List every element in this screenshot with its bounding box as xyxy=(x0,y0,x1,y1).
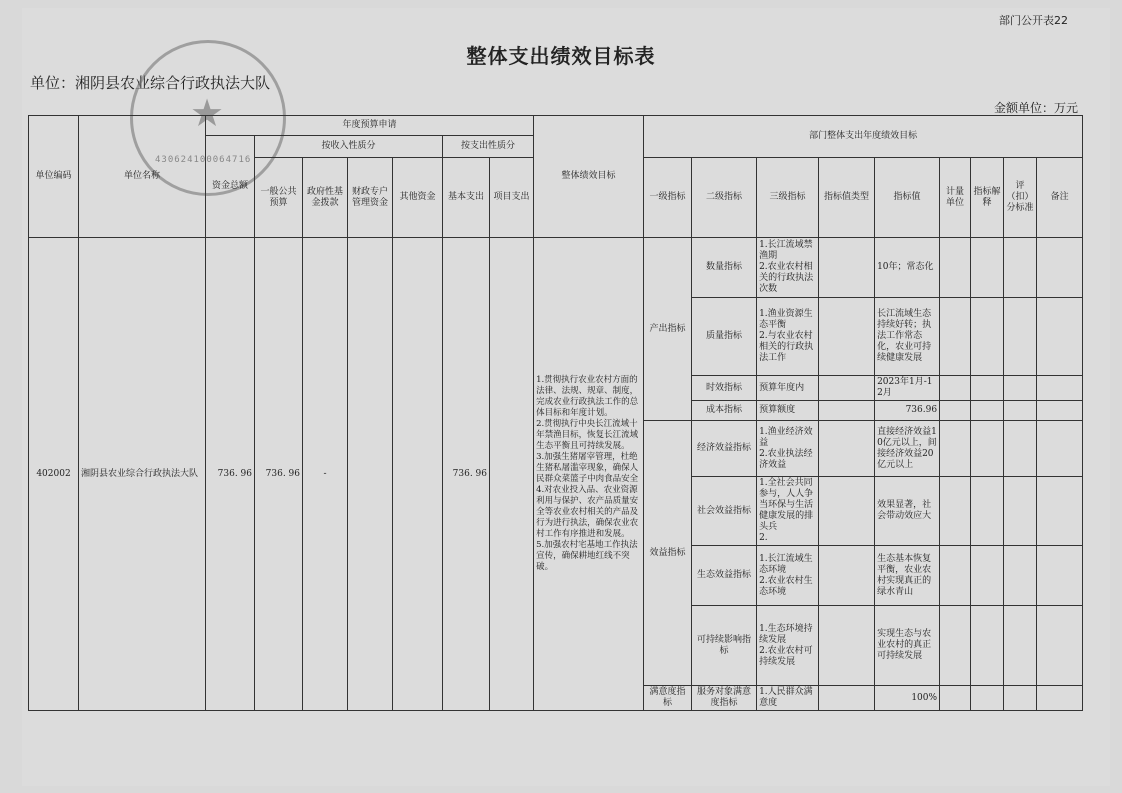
indicator-unit xyxy=(940,606,971,686)
indicator-level3: 预算年度内 xyxy=(757,376,819,401)
table-number-label: 部门公开表22 xyxy=(999,14,1068,27)
header-remark: 备注 xyxy=(1037,158,1083,238)
indicator-unit xyxy=(940,298,971,376)
indicator-level3: 1.人民群众满意度 xyxy=(757,686,819,711)
indicator-unit xyxy=(940,238,971,298)
indicator-value-type xyxy=(819,546,875,606)
header-basic-expense: 基本支出 xyxy=(443,158,490,238)
indicator-remark xyxy=(1037,376,1083,401)
header-overall-goal: 整体绩效目标 xyxy=(534,116,644,238)
header-unit-name: 单位名称 xyxy=(79,116,206,238)
indicator-value-type xyxy=(819,421,875,477)
indicator-level3: 1.长江流域生态环境 2.农业农村生态环境 xyxy=(757,546,819,606)
indicator-level3: 1.生态环境持续发展 2.农业农村可持续发展 xyxy=(757,606,819,686)
header-level2: 二级指标 xyxy=(692,158,757,238)
cell-basic-expense: 736. 96 xyxy=(443,238,490,711)
indicator-level2: 时效指标 xyxy=(692,376,757,401)
indicator-level2: 经济效益指标 xyxy=(692,421,757,477)
indicator-value: 直接经济效益10亿元以上，间接经济效益20亿元以上 xyxy=(875,421,940,477)
cell-unit-name: 湘阴县农业综合行政执法大队 xyxy=(79,238,206,711)
indicator-explanation xyxy=(971,376,1004,401)
indicator-value-type xyxy=(819,606,875,686)
indicator-remark xyxy=(1037,546,1083,606)
seal-star-icon: ★ xyxy=(190,91,225,135)
indicator-level1: 产出指标 xyxy=(644,238,692,421)
indicator-unit xyxy=(940,401,971,421)
indicator-value-type xyxy=(819,238,875,298)
header-dept-indicators: 部门整体支出年度绩效目标 xyxy=(644,116,1083,158)
indicator-explanation xyxy=(971,686,1004,711)
indicator-scoring xyxy=(1004,376,1037,401)
header-level1: 一级指标 xyxy=(644,158,692,238)
indicator-remark xyxy=(1037,401,1083,421)
header-project-expense: 项目支出 xyxy=(490,158,534,238)
header-other-fund: 其他资金 xyxy=(393,158,443,238)
indicator-explanation xyxy=(971,546,1004,606)
indicator-explanation xyxy=(971,298,1004,376)
indicator-level3: 1.渔业资源生态平衡 2.与农业农村相关的行政执法工作 xyxy=(757,298,819,376)
header-explanation: 指标解释 xyxy=(971,158,1004,238)
indicator-remark xyxy=(1037,477,1083,546)
header-total: 资金总额 xyxy=(206,136,255,238)
indicator-scoring xyxy=(1004,477,1037,546)
indicator-scoring xyxy=(1004,606,1037,686)
header-measure-unit: 计量单位 xyxy=(940,158,971,238)
indicator-level2: 成本指标 xyxy=(692,401,757,421)
indicator-level2: 生态效益指标 xyxy=(692,546,757,606)
indicator-level2: 服务对象满意度指标 xyxy=(692,686,757,711)
indicator-scoring xyxy=(1004,298,1037,376)
cell-other-fund xyxy=(393,238,443,711)
indicator-value: 效果显著，社会带动效应大 xyxy=(875,477,940,546)
indicator-level1: 满意度指标 xyxy=(644,686,692,711)
indicator-explanation xyxy=(971,606,1004,686)
header-scoring: 评（扣）分标准 xyxy=(1004,158,1037,238)
indicator-unit xyxy=(940,686,971,711)
indicator-value-type xyxy=(819,376,875,401)
seal-code: 430624100064716 xyxy=(155,155,252,165)
indicator-level2: 数量指标 xyxy=(692,238,757,298)
indicator-scoring xyxy=(1004,421,1037,477)
cell-general-budget: 736. 96 xyxy=(255,238,303,711)
indicator-value-type xyxy=(819,401,875,421)
header-by-expense: 按支出性质分 xyxy=(443,136,534,158)
indicator-unit xyxy=(940,477,971,546)
header-general-budget: 一般公共预算 xyxy=(255,158,303,238)
indicator-scoring xyxy=(1004,401,1037,421)
indicator-remark xyxy=(1037,606,1083,686)
indicator-scoring xyxy=(1004,238,1037,298)
indicator-value-type xyxy=(819,686,875,711)
indicator-explanation xyxy=(971,421,1004,477)
header-unit-code: 单位编码 xyxy=(29,116,79,238)
indicator-remark xyxy=(1037,421,1083,477)
header-fund-allocation: 政府性基金拨款 xyxy=(303,158,348,238)
indicator-remark xyxy=(1037,238,1083,298)
cell-fund-allocation: - xyxy=(303,238,348,711)
indicator-unit xyxy=(940,421,971,477)
header-special-fund: 财政专户管理资金 xyxy=(348,158,393,238)
cell-overall-goal: 1.贯彻执行农业农村方面的法律、法规、规章、制度，完成农业行政执法工作的总体目标和年度计划。 2.贯彻执行中央长江流域十年禁渔目标，恢复长江流域生态平衡且可持续发展。 3.加强生猪屠宰管理，杜绝生猪私屠滥宰现象，确保人民群众菜篮子中肉食品安全 4.对农业投入品、农业资源利用与保护、农产品质量安全等农业农村相关的产品及行为进行执法，确保农业农村工作有序推进和发展。 5.加强农村宅基地工作执法宣传，确保耕地红线不突破。 xyxy=(534,238,644,711)
indicator-level3: 预算额度 xyxy=(757,401,819,421)
indicator-value: 100% xyxy=(875,686,940,711)
indicator-value: 2023年1月-12月 xyxy=(875,376,940,401)
indicator-level3: 1.长江流域禁渔期 2.农业农村相关的行政执法次数 xyxy=(757,238,819,298)
amount-unit-label: 金额单位：万元 xyxy=(993,101,1078,115)
indicator-unit xyxy=(940,546,971,606)
indicator-scoring xyxy=(1004,546,1037,606)
indicator-value: 实现生态与农业农村的真正可持续发展 xyxy=(875,606,940,686)
cell-special-fund xyxy=(348,238,393,711)
indicator-value: 长江流域生态持续好转；执法工作常态化，农业可持续健康发展 xyxy=(875,298,940,376)
indicator-explanation xyxy=(971,238,1004,298)
header-annual-budget: 年度预算申请 xyxy=(206,116,534,136)
cell-unit-code: 402002 xyxy=(29,238,79,711)
indicator-remark xyxy=(1037,298,1083,376)
header-level3: 三级指标 xyxy=(757,158,819,238)
indicator-value-type xyxy=(819,298,875,376)
indicator-level2: 社会效益指标 xyxy=(692,477,757,546)
indicator-value-type xyxy=(819,477,875,546)
indicator-scoring xyxy=(1004,686,1037,711)
indicator-unit xyxy=(940,376,971,401)
header-value-type: 指标值类型 xyxy=(819,158,875,238)
page-title: 整体支出绩效目标表 xyxy=(466,44,656,68)
header-by-income: 按收入性质分 xyxy=(255,136,443,158)
cell-project-expense xyxy=(490,238,534,711)
indicator-value: 生态基本恢复平衡，农业农村实现真正的绿水青山 xyxy=(875,546,940,606)
performance-target-table xyxy=(28,115,1083,711)
indicator-explanation xyxy=(971,477,1004,546)
indicator-value: 10年；常态化 xyxy=(875,238,940,298)
indicator-remark xyxy=(1037,686,1083,711)
indicator-level1: 效益指标 xyxy=(644,421,692,686)
indicator-level3: 1.渔业经济效益 2.农业执法经济效益 xyxy=(757,421,819,477)
indicator-level3: 1.全社会共同参与，人人争当环保与生活健康发展的排头兵 2. xyxy=(757,477,819,546)
indicator-explanation xyxy=(971,401,1004,421)
header-value: 指标值 xyxy=(875,158,940,238)
indicator-level2: 质量指标 xyxy=(692,298,757,376)
cell-total: 736. 96 xyxy=(206,238,255,711)
unit-label: 单位：湘阴县农业综合行政执法大队 xyxy=(30,74,271,92)
indicator-value: 736.96 xyxy=(875,401,940,421)
indicator-level2: 可持续影响指标 xyxy=(692,606,757,686)
